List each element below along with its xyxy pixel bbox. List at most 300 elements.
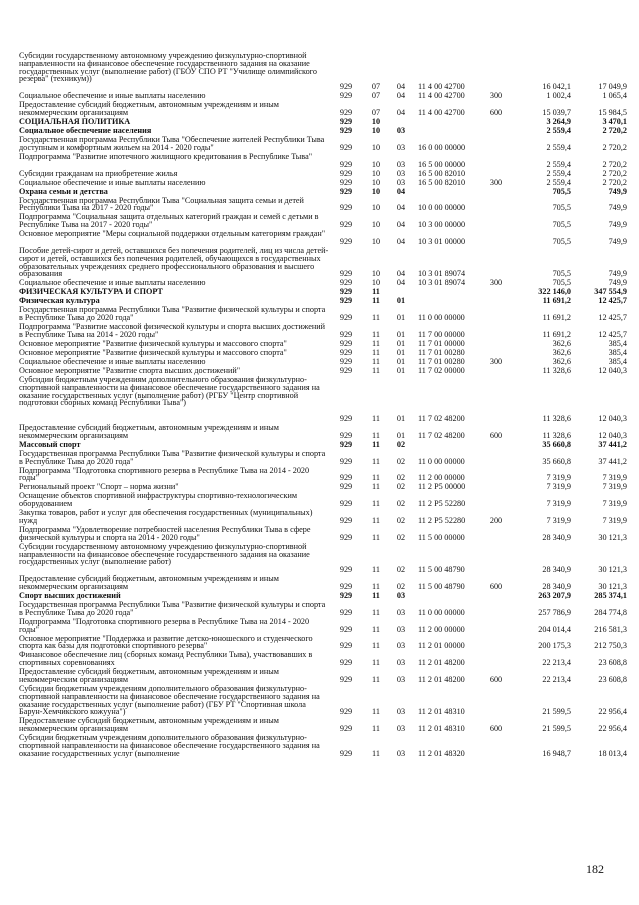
cell-rz: 11 <box>372 591 380 600</box>
table-row <box>0 483 639 491</box>
cell-rz: 11 <box>372 348 380 357</box>
cell-cs: 11 2 01 48200 <box>418 674 465 684</box>
cell-name: Субсидии бюджетным учреждениям дополнительного образования физкультурно-спортивной направленности на финансовое обеспечение государственного задания на оказание государственных услуг (выполнение работ) (РГБУ "Центр спортивной подготовки сборных команд Республики Тыва") <box>19 375 320 408</box>
cell-ved: 929 <box>339 203 353 213</box>
cell-pr: 03 <box>396 177 406 187</box>
cell-name: Социальное обеспечение и иные выплаты населению <box>19 357 206 366</box>
cell-ved: 929 <box>339 473 353 483</box>
cell-name: Подпрограмма "Развитие массовой физической культуры и спорта высших достижений в Республике Тыва на 2014 - 2020 годы" <box>19 322 326 339</box>
cell-s2: 385,4 <box>608 357 627 366</box>
cell-s2: 12 425,7 <box>598 329 627 339</box>
cell-rz: 11 <box>372 287 380 297</box>
cell-rz: 11 <box>372 339 380 348</box>
cell-ved: 929 <box>339 220 353 230</box>
cell-ved: 929 <box>339 126 353 135</box>
cell-s1: 204 014,4 <box>538 624 571 634</box>
cell-pr: 01 <box>396 414 406 423</box>
cell-ved: 929 <box>339 641 353 651</box>
cell-ved: 929 <box>339 269 353 279</box>
cell-name: Охрана семьи и детства <box>19 186 108 196</box>
cell-name: СОЦИАЛЬНАЯ ПОЛИТИКА <box>19 117 131 126</box>
cell-pr: 04 <box>396 278 406 288</box>
cell-rz: 10 <box>371 269 381 279</box>
cell-pr: 04 <box>396 82 406 92</box>
cell-s1: 2 559,4 <box>546 168 571 178</box>
cell-vr: 300 <box>489 177 503 187</box>
table-row <box>0 424 639 440</box>
cell-s2: 749,9 <box>608 220 627 230</box>
table-row <box>0 450 639 466</box>
cell-s1: 3 264,9 <box>546 117 571 126</box>
cell-ved: 929 <box>339 329 353 339</box>
table-row <box>0 279 639 287</box>
cell-pr: 01 <box>396 329 406 339</box>
cell-s2: 2 720,2 <box>602 126 627 135</box>
cell-pr: 01 <box>396 339 406 348</box>
cell-s2: 12 425,7 <box>598 296 627 306</box>
cell-rz: 11 <box>372 473 380 483</box>
cell-name: Предоставление субсидий бюджетным, автономным учреждениям и иным некоммерческим организациям <box>19 667 279 684</box>
cell-pr: 01 <box>396 430 406 440</box>
cell-s1: 362,6 <box>552 339 571 348</box>
cell-name: Субсидии государственному автономному учреждению физкультурно-спортивной направленности на финансовое обеспечение государственного задания на оказание государственных услуг (выполнение работ) <box>19 541 310 567</box>
table-row <box>0 492 639 508</box>
cell-s2: 1 065,4 <box>602 91 627 101</box>
cell-ved: 929 <box>339 82 353 92</box>
cell-name: Социальное обеспечение населения <box>19 126 152 135</box>
cell-cs: 16 5 00 82010 <box>418 177 466 187</box>
table-row <box>0 340 639 348</box>
cell-name: Государственная программа Республики Тыва "Социальная защита семьи и детей Республики Тыва на 2017 - 2020 годы" <box>19 195 304 213</box>
table-row <box>0 526 639 542</box>
cell-ved: 929 <box>339 168 353 178</box>
cell-s2: 18 013,4 <box>598 748 627 758</box>
cell-rz: 11 <box>372 499 380 509</box>
cell-s1: 35 660,8 <box>542 439 571 449</box>
cell-ved: 929 <box>339 348 353 357</box>
cell-pr: 03 <box>396 674 406 684</box>
cell-pr: 03 <box>396 748 406 758</box>
table-row <box>0 358 639 366</box>
cell-s2: 212 750,3 <box>594 641 627 651</box>
cell-cs: 11 2 P5 52280 <box>418 499 466 509</box>
cell-cs: 11 5 00 48790 <box>418 565 465 575</box>
cell-ved: 929 <box>339 565 353 575</box>
cell-ved: 929 <box>339 748 353 758</box>
cell-s1: 35 660,8 <box>542 456 571 466</box>
cell-rz: 11 <box>372 565 380 575</box>
cell-rz: 10 <box>371 168 381 178</box>
cell-ved: 929 <box>339 456 353 466</box>
cell-name: Основное мероприятие "Развитие физической культуры и массового спорта" <box>19 348 287 357</box>
cell-cs: 11 7 01 00280 <box>418 348 465 357</box>
cell-s2: 7 319,9 <box>602 473 627 483</box>
table-row <box>0 717 639 733</box>
cell-rz: 11 <box>372 456 380 466</box>
cell-s1: 322 146,0 <box>538 287 571 297</box>
table-row <box>0 618 639 634</box>
cell-rz: 07 <box>371 82 381 92</box>
table-row <box>0 543 639 574</box>
cell-rz: 10 <box>371 186 381 196</box>
cell-name: Субсидии бюджетным учреждениям дополнительного образования физкультурно-спортивной направленности на финансовое обеспечение государственного задания на оказание государственных услуг (выполнение работ) (ГБУ РТ "Спортивная школа Барун-Хемчикского кожууна") <box>19 684 320 717</box>
cell-pr: 03 <box>396 607 406 617</box>
cell-s1: 705,5 <box>552 278 571 288</box>
cell-ved: 929 <box>339 366 353 375</box>
cell-cs: 10 3 01 00000 <box>418 236 466 246</box>
table-row <box>0 101 639 117</box>
cell-rz: 11 <box>372 439 380 449</box>
cell-rz: 10 <box>371 142 381 152</box>
cell-ved: 929 <box>339 357 353 366</box>
cell-pr: 04 <box>396 91 406 101</box>
cell-pr: 02 <box>396 581 406 591</box>
cell-pr: 04 <box>396 203 406 213</box>
cell-rz: 10 <box>371 278 381 288</box>
cell-s1: 705,5 <box>552 269 571 279</box>
table-row <box>0 213 639 229</box>
cell-cs: 11 7 02 48200 <box>418 414 465 423</box>
cell-s2: 749,9 <box>608 236 627 246</box>
cell-name: Государственная программа Республики Тыва "Развитие физической культуры и спорта в Республике Тыва до 2020 года" <box>19 448 326 466</box>
table-row <box>0 197 639 213</box>
cell-cs: 11 5 00 00000 <box>418 532 465 542</box>
cell-name: Подпрограмма "Развитие ипотечного жилищного кредитования в Республике Тыва" <box>19 151 313 161</box>
cell-rz: 10 <box>371 236 381 246</box>
table-row <box>0 306 639 322</box>
cell-name: Спорт высших достижений <box>19 591 121 600</box>
table-row <box>0 170 639 178</box>
cell-vr: 300 <box>489 91 503 101</box>
cell-name: Закупка товаров, работ и услуг для обеспечения государственных (муниципальных) нужд <box>19 508 313 525</box>
cell-s1: 11 328,6 <box>542 366 571 375</box>
table-row <box>0 467 639 483</box>
cell-rz: 11 <box>372 581 380 591</box>
cell-ved: 929 <box>339 499 353 509</box>
cell-s2: 17 049,9 <box>598 82 627 92</box>
table-row <box>0 52 639 91</box>
cell-ved: 929 <box>339 414 353 423</box>
cell-cs: 11 2 P5 00000 <box>418 482 466 492</box>
cell-rz: 11 <box>372 724 380 734</box>
cell-ved: 929 <box>339 159 353 169</box>
cell-ved: 929 <box>339 278 353 288</box>
cell-s1: 7 319,9 <box>546 499 571 509</box>
cell-s2: 347 554,9 <box>594 287 627 297</box>
cell-ved: 929 <box>339 658 353 668</box>
cell-s1: 21 599,5 <box>542 707 571 717</box>
cell-s1: 362,6 <box>552 357 571 366</box>
cell-rz: 10 <box>371 203 381 213</box>
cell-vr: 600 <box>489 724 503 734</box>
cell-cs: 11 2 01 48320 <box>418 748 465 758</box>
cell-rz: 11 <box>372 482 380 492</box>
cell-name: Субсидии гражданам на приобретение жилья <box>19 168 178 178</box>
cell-s2: 23 608,8 <box>598 674 627 684</box>
cell-cs: 11 2 01 48310 <box>418 724 465 734</box>
cell-s1: 16 948,7 <box>542 748 571 758</box>
cell-name: Предоставление субсидий бюджетным, автономным учреждениям и иным некоммерческим организациям <box>19 100 279 117</box>
cell-name: Финансовое обеспечение лиц (сборных команд Республики Тыва), участвовавших в спортивных соревнованиях <box>19 650 313 668</box>
cell-pr: 02 <box>396 482 406 492</box>
cell-cs: 11 5 00 48790 <box>418 581 465 591</box>
table-row <box>0 651 639 667</box>
cell-s2: 12 040,3 <box>598 414 627 423</box>
cell-cs: 11 7 02 00000 <box>418 366 465 375</box>
cell-vr: 300 <box>489 357 503 366</box>
table-row <box>0 297 639 305</box>
table-row <box>0 288 639 296</box>
cell-name: Субсидии государственному автономному учреждению физкультурно-спортивной направленности на финансовое обеспечение государственного задания на оказание государственных услуг (выполнение работ) (ГБОУ СПО РТ "Училище олимпийского резерва" (техникум)) <box>19 51 317 84</box>
cell-pr: 03 <box>396 126 406 135</box>
table-row <box>0 668 639 684</box>
cell-cs: 11 2 00 00000 <box>418 473 465 483</box>
cell-name: Основное мероприятие "Развитие физической культуры и массового спорта" <box>19 339 287 348</box>
cell-pr: 01 <box>396 348 406 357</box>
cell-cs: 11 2 P5 52280 <box>418 515 466 525</box>
cell-s1: 16 042,1 <box>542 82 571 92</box>
cell-name: Предоставление субсидий бюджетным, автономным учреждениям и иным некоммерческим организациям <box>19 574 279 591</box>
cell-s2: 2 720,2 <box>602 159 627 169</box>
cell-pr: 01 <box>396 313 406 323</box>
cell-ved: 929 <box>339 674 353 684</box>
cell-rz: 11 <box>372 624 380 634</box>
cell-name: Предоставление субсидий бюджетным, автономным учреждениям и иным некоммерческим организациям <box>19 423 279 440</box>
cell-s1: 362,6 <box>552 348 571 357</box>
table-row <box>0 127 639 135</box>
cell-cs: 11 0 00 00000 <box>418 456 465 466</box>
cell-s2: 37 441,2 <box>598 456 627 466</box>
cell-s1: 11 328,6 <box>542 414 571 423</box>
cell-ved: 929 <box>339 296 353 306</box>
cell-cs: 11 4 00 42700 <box>418 82 465 92</box>
cell-ved: 929 <box>339 91 353 101</box>
cell-s2: 7 319,9 <box>602 482 627 492</box>
cell-s2: 2 720,2 <box>602 142 627 152</box>
cell-s1: 22 213,4 <box>542 658 571 668</box>
cell-cs: 10 0 00 00000 <box>418 203 466 213</box>
cell-rz: 11 <box>372 313 380 323</box>
cell-s1: 11 691,2 <box>542 296 571 306</box>
cell-s2: 12 040,3 <box>598 430 627 440</box>
cell-ved: 929 <box>339 430 353 440</box>
cell-s2: 216 581,3 <box>594 624 627 634</box>
cell-vr: 600 <box>489 430 503 440</box>
table-row <box>0 441 639 449</box>
cell-rz: 10 <box>371 177 381 187</box>
cell-vr: 300 <box>489 278 503 288</box>
cell-pr: 03 <box>396 658 406 668</box>
cell-rz: 11 <box>372 329 380 339</box>
cell-cs: 11 7 02 48200 <box>418 430 465 440</box>
table-row <box>0 188 639 196</box>
cell-vr: 600 <box>489 674 503 684</box>
cell-rz: 11 <box>372 430 380 440</box>
cell-name: Физическая культура <box>19 296 100 306</box>
cell-name: Подпрограмма "Удовлетворение потребностей населения Республики Тыва в сфере физической культуры и спорта на 2014 - 2020 годы" <box>19 525 311 542</box>
cell-s2: 2 720,2 <box>602 168 627 178</box>
cell-s1: 705,5 <box>552 203 571 213</box>
cell-cs: 16 5 00 00000 <box>418 159 466 169</box>
cell-s1: 21 599,5 <box>542 724 571 734</box>
cell-s2: 285 374,1 <box>594 591 627 600</box>
table-row <box>0 734 639 757</box>
page-number: 182 <box>586 862 604 876</box>
cell-rz: 11 <box>372 674 380 684</box>
cell-s1: 1 002,4 <box>546 91 571 101</box>
cell-s1: 11 328,6 <box>542 430 571 440</box>
cell-ved: 929 <box>339 439 353 449</box>
cell-s2: 385,4 <box>608 348 627 357</box>
cell-cs: 11 0 00 00000 <box>418 607 465 617</box>
cell-s1: 200 175,3 <box>538 641 571 651</box>
table-row <box>0 685 639 716</box>
cell-s2: 749,9 <box>608 278 627 288</box>
cell-cs: 10 3 00 00000 <box>418 220 466 230</box>
table-row <box>0 230 639 246</box>
cell-rz: 11 <box>372 357 380 366</box>
cell-ved: 929 <box>339 339 353 348</box>
cell-s2: 2 720,2 <box>602 177 627 187</box>
cell-cs: 16 0 00 00000 <box>418 142 466 152</box>
cell-rz: 10 <box>371 117 381 126</box>
cell-s1: 2 559,4 <box>546 142 571 152</box>
table-row <box>0 575 639 591</box>
cell-name: Социальное обеспечение и иные выплаты населению <box>19 177 206 187</box>
cell-cs: 11 2 01 48200 <box>418 658 465 668</box>
cell-cs: 11 7 01 00280 <box>418 357 465 366</box>
cell-cs: 10 3 01 89074 <box>418 269 466 279</box>
cell-vr: 200 <box>489 515 503 525</box>
cell-s2: 749,9 <box>608 269 627 279</box>
cell-s1: 28 340,9 <box>542 581 571 591</box>
cell-rz: 11 <box>372 532 380 542</box>
cell-s2: 7 319,9 <box>602 515 627 525</box>
cell-rz: 07 <box>371 107 381 117</box>
cell-vr: 600 <box>489 107 503 117</box>
cell-ved: 929 <box>339 186 353 196</box>
cell-pr: 04 <box>396 107 406 117</box>
cell-s1: 7 319,9 <box>546 482 571 492</box>
cell-name: Основное мероприятие "Меры социальной поддержки отдельным категориям граждан" <box>19 229 326 239</box>
cell-name: ФИЗИЧЕСКАЯ КУЛЬТУРА И СПОРТ <box>19 287 163 297</box>
cell-ved: 929 <box>339 107 353 117</box>
cell-cs: 11 7 01 00000 <box>418 339 465 348</box>
cell-name: Основное мероприятие "Поддержка и развитие детско-юношеского и студенческого спорта как базы для подготовки спортивного резерва" <box>19 633 313 651</box>
cell-pr: 03 <box>396 142 406 152</box>
cell-pr: 02 <box>396 439 406 449</box>
cell-name: Субсидии бюджетным учреждениям дополнительного образования физкультурно-спортивной направленности на финансовое обеспечение государственного задания на оказание государственных услуг (выполнение <box>19 733 320 758</box>
cell-ved: 929 <box>339 177 353 187</box>
table-row <box>0 179 639 187</box>
cell-rz: 11 <box>372 607 380 617</box>
cell-s2: 3 470,1 <box>602 117 627 126</box>
table-row <box>0 247 639 278</box>
cell-ved: 929 <box>339 515 353 525</box>
cell-ved: 929 <box>339 117 353 126</box>
cell-pr: 01 <box>396 296 406 306</box>
cell-rz: 10 <box>371 159 381 169</box>
cell-rz: 11 <box>372 515 380 525</box>
cell-ved: 929 <box>339 313 353 323</box>
cell-name: Социальное обеспечение и иные выплаты населению <box>19 278 206 288</box>
cell-s1: 28 340,9 <box>542 565 571 575</box>
cell-vr: 600 <box>489 581 503 591</box>
cell-s1: 11 691,2 <box>542 313 571 323</box>
table-row <box>0 376 639 423</box>
cell-ved: 929 <box>339 581 353 591</box>
cell-name: Государственная программа Республики Тыва "Развитие физической культуры и спорта в Республике Тыва до 2020 года" <box>19 600 326 617</box>
cell-rz: 11 <box>372 296 380 306</box>
cell-rz: 10 <box>371 126 381 135</box>
cell-s1: 15 039,7 <box>542 107 571 117</box>
cell-pr: 03 <box>396 641 406 651</box>
table-row <box>0 509 639 525</box>
cell-s1: 257 786,9 <box>538 607 571 617</box>
cell-cs: 16 5 00 82010 <box>418 168 466 178</box>
cell-name: Социальное обеспечение и иные выплаты населению <box>19 91 206 101</box>
cell-pr: 04 <box>396 220 406 230</box>
cell-pr: 03 <box>396 591 406 600</box>
cell-s2: 22 956,4 <box>598 724 627 734</box>
cell-rz: 10 <box>371 220 381 230</box>
cell-ved: 929 <box>339 707 353 717</box>
cell-pr: 04 <box>396 236 406 246</box>
cell-rz: 11 <box>372 366 380 375</box>
table-row <box>0 323 639 339</box>
table-row <box>0 153 639 169</box>
cell-s1: 705,5 <box>552 220 571 230</box>
cell-ved: 929 <box>339 482 353 492</box>
cell-name: Основное мероприятие "Развитие спорта высших достижений" <box>19 366 241 375</box>
cell-s2: 749,9 <box>608 203 627 213</box>
table-row <box>0 367 639 375</box>
cell-s1: 2 559,4 <box>546 177 571 187</box>
cell-ved: 929 <box>339 142 353 152</box>
cell-pr: 01 <box>396 366 406 375</box>
cell-cs: 11 4 00 42700 <box>418 107 465 117</box>
cell-cs: 11 7 00 00000 <box>418 329 465 339</box>
cell-pr: 03 <box>396 724 406 734</box>
cell-s1: 7 319,9 <box>546 473 571 483</box>
cell-ved: 929 <box>339 591 353 600</box>
cell-rz: 11 <box>372 641 380 651</box>
table-row <box>0 349 639 357</box>
cell-s2: 12 040,3 <box>598 366 627 375</box>
cell-pr: 04 <box>396 186 406 196</box>
cell-pr: 02 <box>396 473 406 483</box>
cell-s2: 7 319,9 <box>602 499 627 509</box>
cell-cs: 11 2 00 00000 <box>418 624 465 634</box>
cell-s2: 385,4 <box>608 339 627 348</box>
cell-name: Государственная программа Республики Тыва "Развитие физической культуры и спорта в Республике Тыва до 2020 года" <box>19 305 326 323</box>
table-row <box>0 635 639 651</box>
cell-pr: 03 <box>396 707 406 717</box>
cell-s2: 12 425,7 <box>598 313 627 323</box>
cell-s1: 28 340,9 <box>542 532 571 542</box>
cell-s2: 749,9 <box>608 186 627 196</box>
cell-pr: 01 <box>396 357 406 366</box>
cell-cs: 11 2 01 48310 <box>418 707 465 717</box>
cell-name: Массовый спорт <box>19 439 81 449</box>
cell-rz: 11 <box>372 414 380 423</box>
cell-pr: 03 <box>396 159 406 169</box>
cell-cs: 11 4 00 42700 <box>418 91 465 101</box>
cell-pr: 02 <box>396 565 406 575</box>
cell-ved: 929 <box>339 607 353 617</box>
cell-s1: 11 691,2 <box>542 329 571 339</box>
table-row <box>0 136 639 152</box>
